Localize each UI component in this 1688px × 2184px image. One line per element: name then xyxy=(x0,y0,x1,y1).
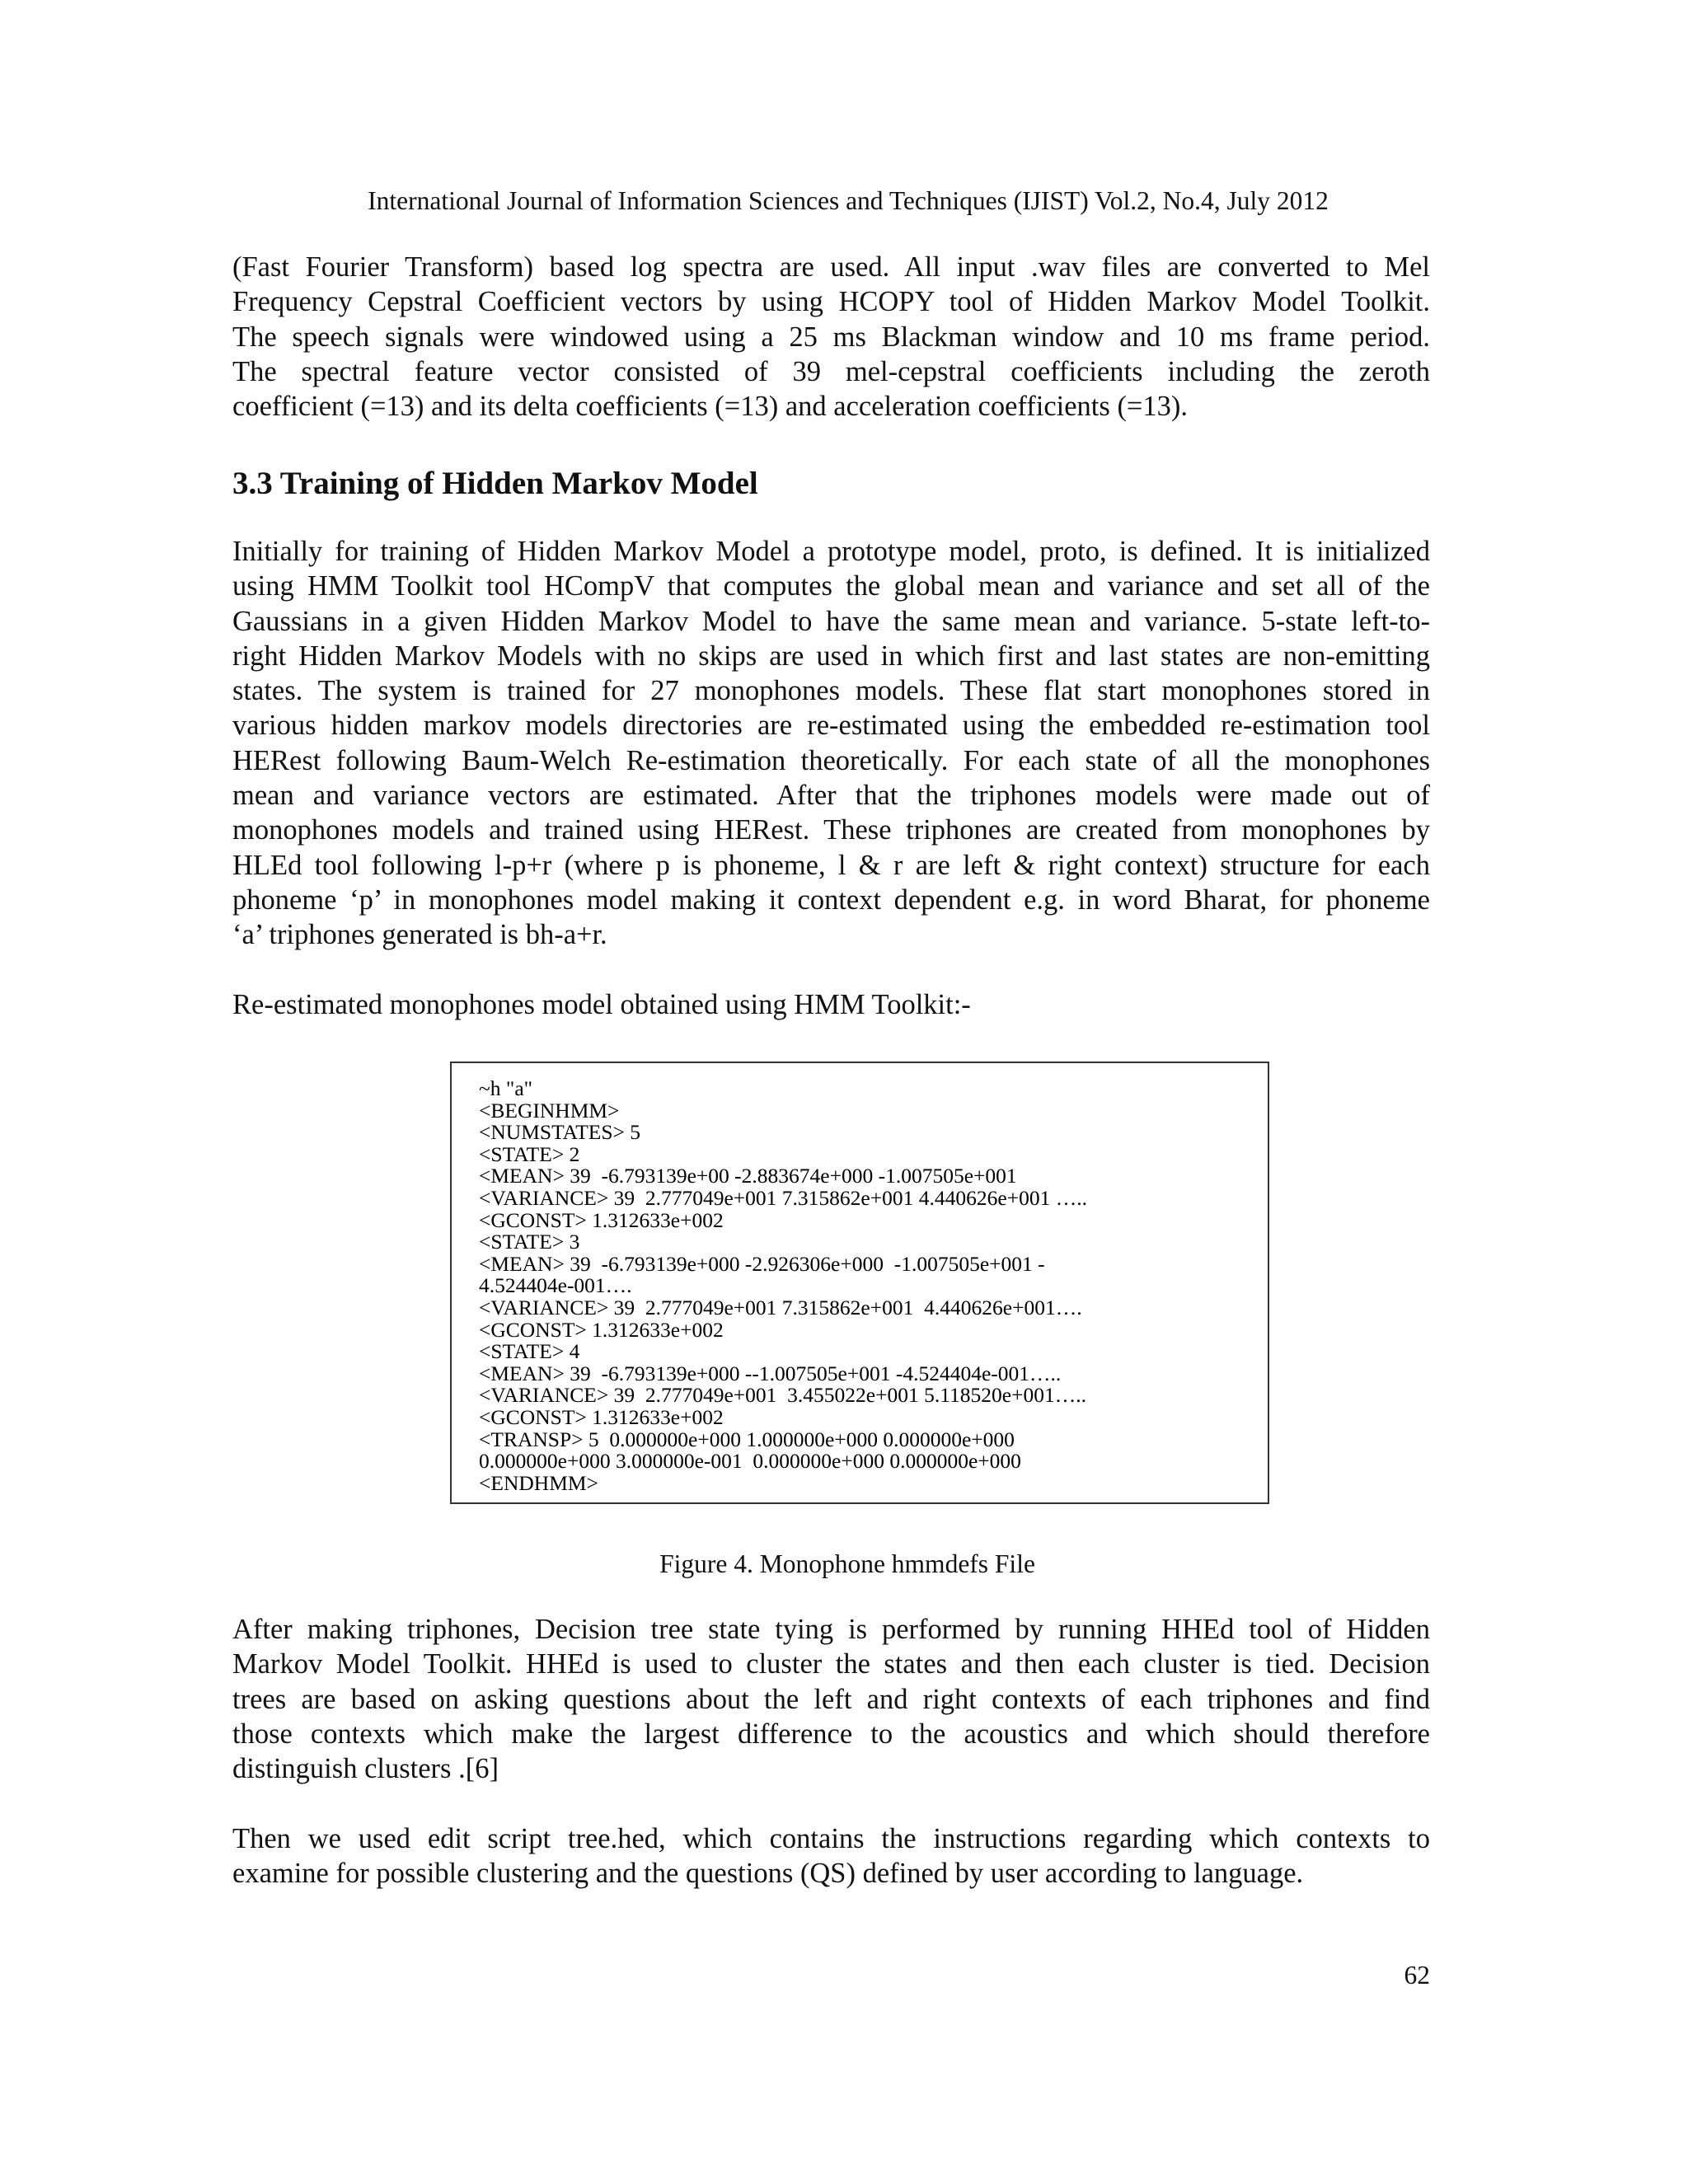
running-header: International Journal of Information Sciences and Techniques (IJIST) Vol.2, No.4, July 2012 xyxy=(368,186,1329,215)
paragraph-line: Gaussians in a given Hidden Markov Model to have the same mean and variance. 5-state left-to- xyxy=(232,605,1430,637)
paragraph-line: Markov Model Toolkit. HHEd is used to cluster the states and then each cluster is tied. Decision xyxy=(232,1648,1430,1680)
figure-caption: Figure 4. Monophone hmmdefs File xyxy=(659,1549,1035,1578)
paragraph-line: After making triphones, Decision tree state tying is performed by running HHEd tool of Hidden xyxy=(232,1614,1430,1645)
paragraph-line: mean and variance vectors are estimated. After that the triphones models were made out of xyxy=(232,780,1430,812)
paragraph-line: Frequency Cepstral Coefficient vectors by using HCOPY tool of Hidden Markov Model Toolkit. xyxy=(232,286,1430,318)
code-line: 4.524404e-001…. xyxy=(479,1273,632,1298)
code-line: <NUMSTATES> 5 xyxy=(479,1120,641,1145)
paragraph-line: using HMM Toolkit tool HCompV that computes the global mean and variance and set all of the xyxy=(232,570,1430,602)
code-line: <VARIANCE> 39 2.777049e+001 3.455022e+001 5.118520e+001….. xyxy=(479,1383,1086,1408)
section-heading: 3.3 Training of Hidden Markov Model xyxy=(232,466,758,501)
code-line: <GCONST> 1.312633e+002 xyxy=(479,1317,724,1342)
paragraph-line: The speech signals were windowed using a 25 ms Blackman window and 10 ms frame period. xyxy=(232,321,1430,353)
code-line: <GCONST> 1.312633e+002 xyxy=(479,1207,724,1232)
paragraph-line: states. The system is trained for 27 monophones models. These flat start monophones stored in xyxy=(232,675,1430,707)
code-line: <VARIANCE> 39 2.777049e+001 7.315862e+001 4.440626e+001 ….. xyxy=(479,1185,1087,1210)
code-line: <ENDHMM> xyxy=(479,1470,598,1495)
paragraph-line: Initially for training of Hidden Markov Model a prototype model, proto, is defined. It is initialized xyxy=(232,536,1430,567)
paragraph-line: coefficient (=13) and its delta coefficients (=13) and acceleration coefficients (=13). xyxy=(232,391,1189,423)
paragraph-line: those contexts which make the largest difference to the acoustics and which should therefore xyxy=(232,1718,1430,1750)
code-line: <STATE> 2 xyxy=(479,1141,580,1166)
training-paragraph xyxy=(232,534,1430,953)
paragraph-line: trees are based on asking questions about the left and right contexts of each triphones and find xyxy=(232,1683,1430,1715)
paragraph-line: examine for possible clustering and the questions (QS) defined by user according to language. xyxy=(232,1858,1304,1890)
hmmdefs-figure xyxy=(450,1062,1269,1504)
code-line: <MEAN> 39 -6.793139e+000 -2.926306e+000 -1.007505e+001 - xyxy=(479,1251,1045,1276)
code-line: <STATE> 3 xyxy=(479,1230,580,1254)
paragraph-line: (Fast Fourier Transform) based log spectra are used. All input .wav files are converted to Mel xyxy=(232,251,1430,283)
paragraph-line: right Hidden Markov Models with no skips are used in which first and last states are non-emitting xyxy=(232,640,1430,672)
paragraph-line: HLEd tool following l-p+r (where p is phoneme, l & r are left & right context) structure for each xyxy=(232,849,1430,881)
script-paragraph xyxy=(232,1821,1430,1891)
paragraph-line: Re-estimated monophones model obtained using HMM Toolkit:- xyxy=(232,989,971,1020)
paragraph-line: Then we used edit script tree.hed, which contains the instructions regarding which contexts to xyxy=(232,1823,1430,1854)
paragraph-line: HERest following Baum-Welch Re-estimation theoretically. For each state of all the monophones xyxy=(232,744,1430,776)
code-line: ~h "a" xyxy=(479,1076,533,1100)
page-number: 62 xyxy=(1404,1961,1430,1990)
paragraph-line: The spectral feature vector consisted of 39 mel-cepstral coefficients including the zeroth xyxy=(232,355,1430,387)
code-line: <MEAN> 39 -6.793139e+000 --1.007505e+001 -4.524404e-001….. xyxy=(479,1361,1062,1385)
paragraph-line: phoneme ‘p’ in monophones model making it context dependent e.g. in word Bharat, for phoneme xyxy=(232,883,1430,916)
paragraph-line: monophones models and trained using HERest. These triphones are created from monophones by xyxy=(232,814,1430,846)
code-line: 0.000000e+000 3.000000e-001 0.000000e+000 0.000000e+000 xyxy=(479,1449,1021,1474)
paragraph-line: distinguish clusters .[6] xyxy=(232,1753,499,1785)
code-line: <BEGINHMM> xyxy=(479,1098,620,1122)
intro-paragraph xyxy=(232,250,1430,424)
code-line: <MEAN> 39 -6.793139e+00 -2.883674e+000 -1.007505e+001 xyxy=(479,1164,1017,1188)
code-line: <STATE> 4 xyxy=(479,1339,580,1364)
tying-paragraph xyxy=(232,1612,1430,1786)
code-line: <GCONST> 1.312633e+002 xyxy=(479,1404,724,1429)
paragraph-line: various hidden markov models directories are re-estimated using the embedded re-estimation tool xyxy=(232,710,1430,742)
paragraph-line: ‘a’ triphones generated is bh-a+r. xyxy=(232,919,607,951)
reestimated-intro xyxy=(232,987,1430,1022)
code-line: <VARIANCE> 39 2.777049e+001 7.315862e+001 4.440626e+001…. xyxy=(479,1295,1082,1319)
code-line: <TRANSP> 5 0.000000e+000 1.000000e+000 0.000000e+000 xyxy=(479,1427,1015,1451)
